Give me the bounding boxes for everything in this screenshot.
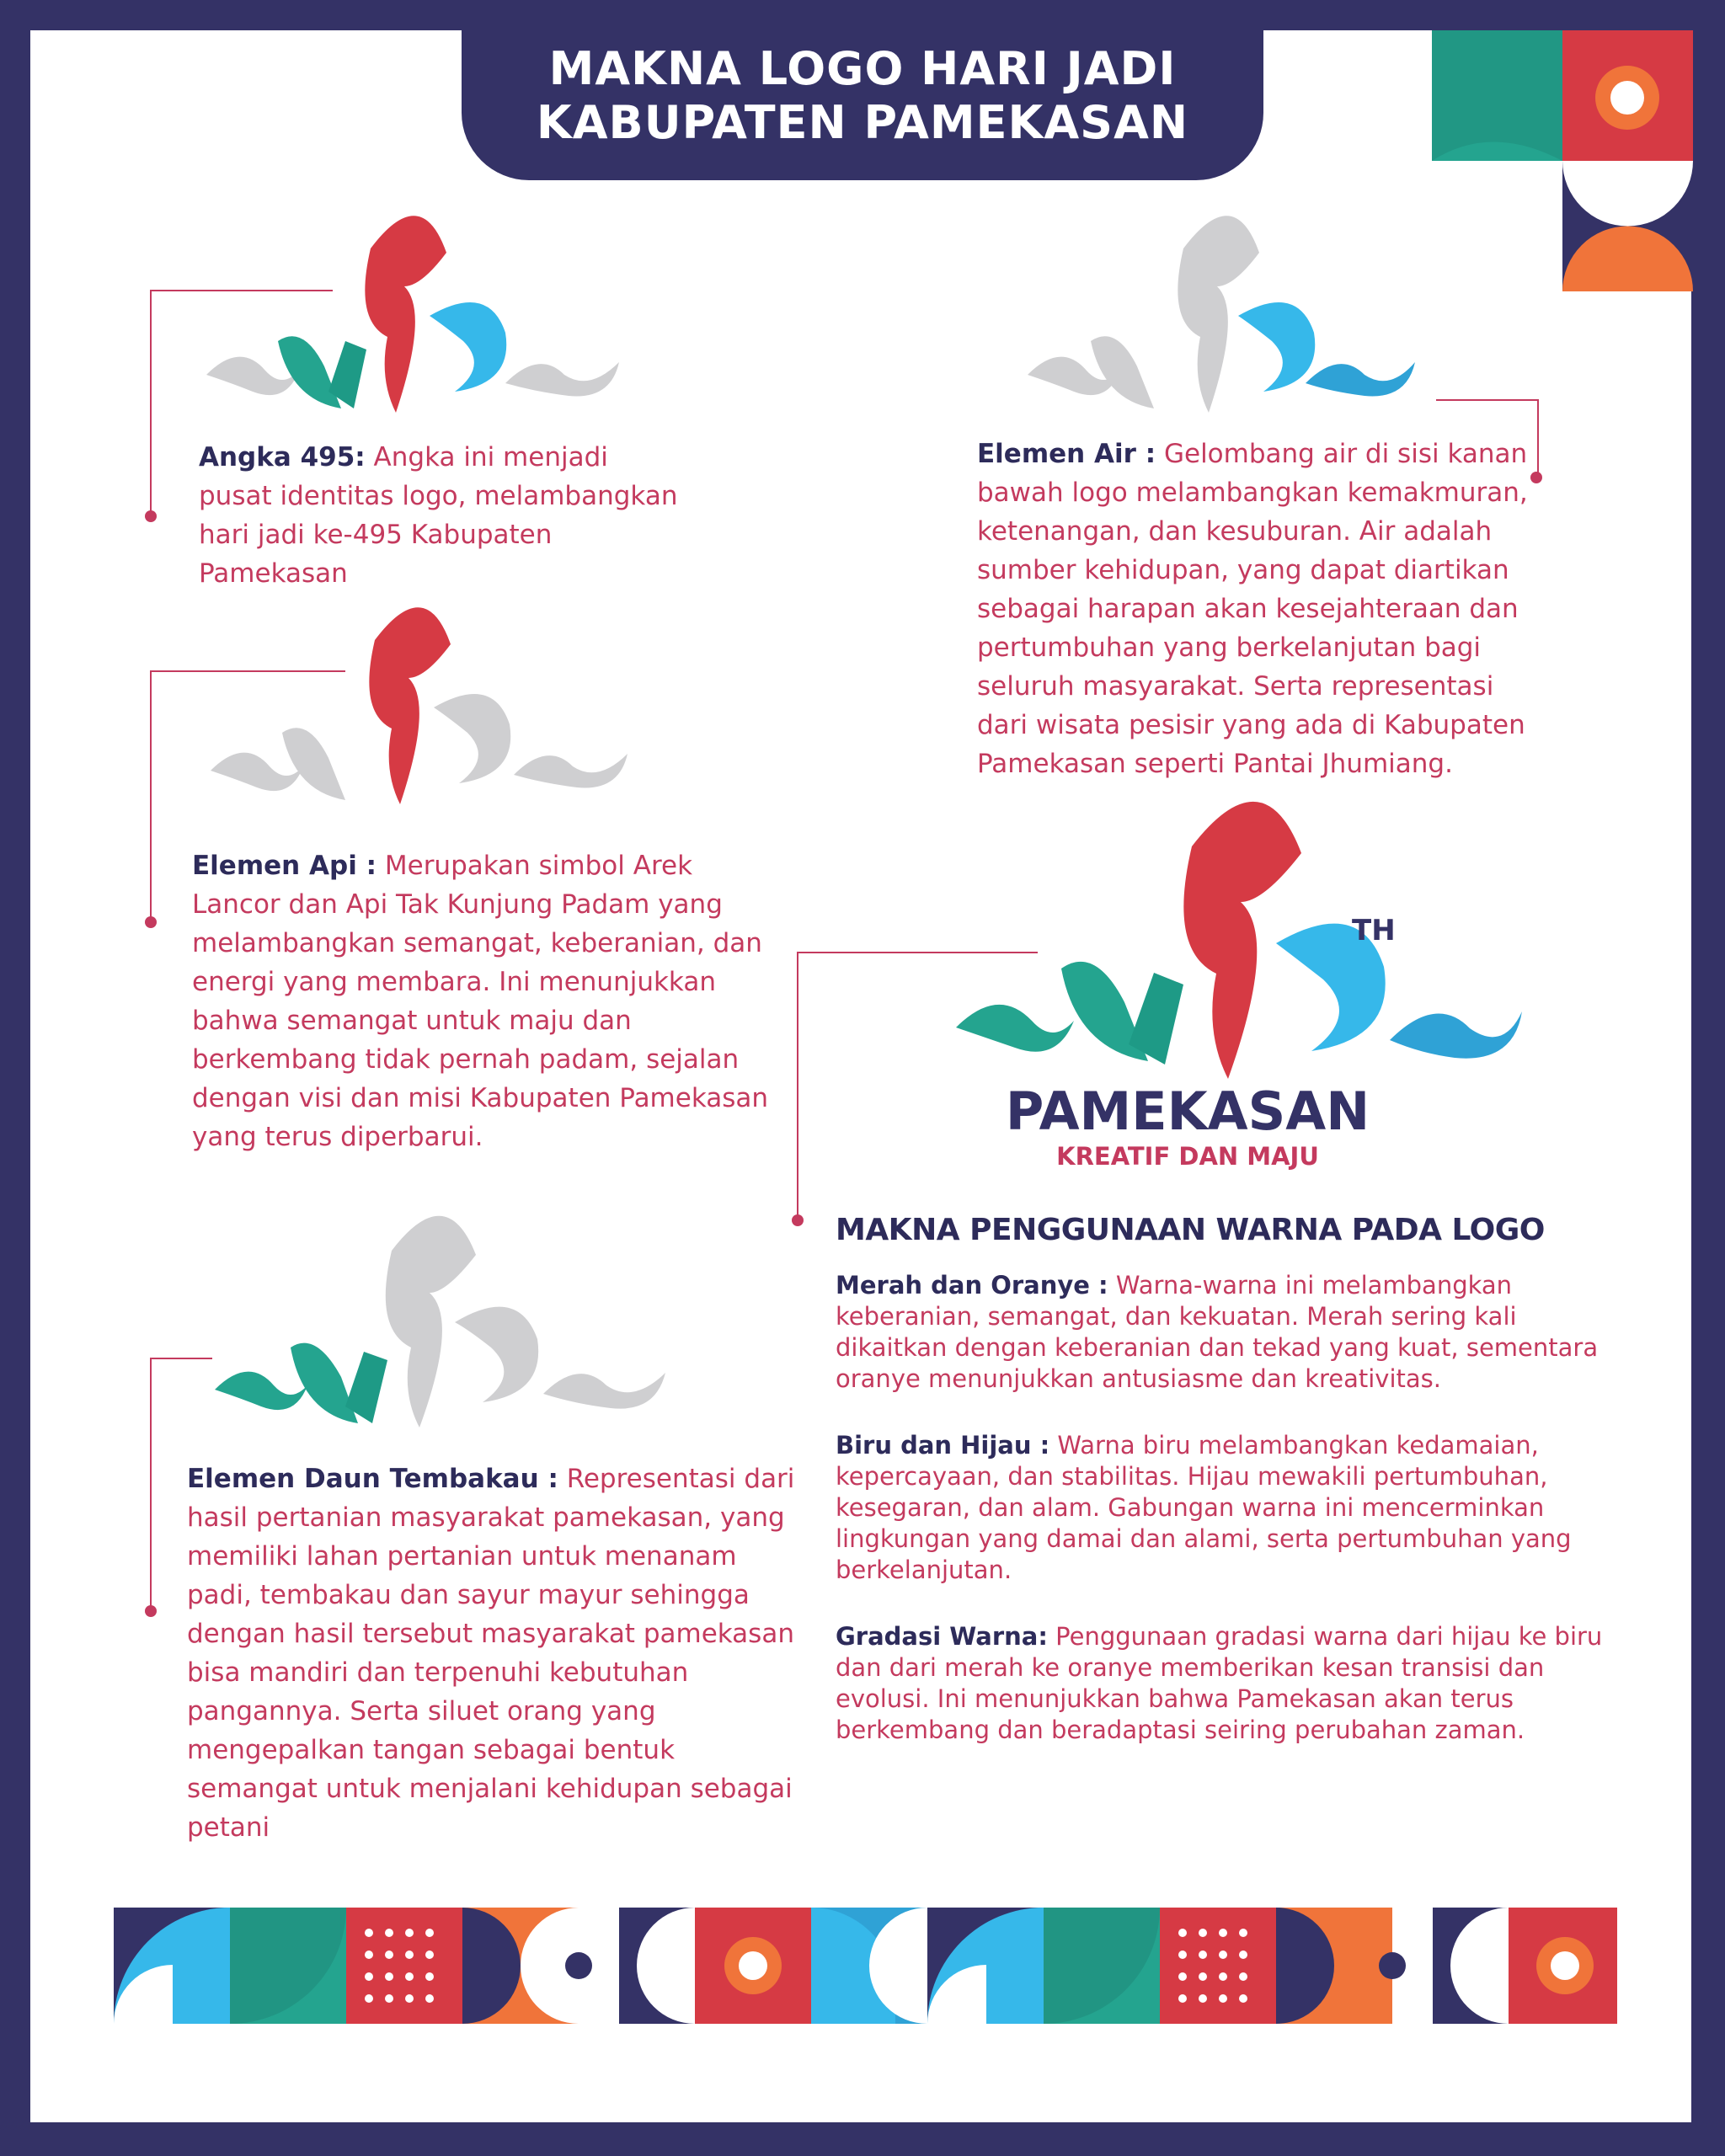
pattern-group-b [927,1908,1617,2024]
logo-digit-5 [434,694,510,783]
air-label: Elemen Air : [977,439,1156,469]
color-meaning-red-orange [836,1270,1610,1395]
logo-wave-right [514,754,628,788]
daun-description [187,1460,795,1847]
daun-text: Representasi dari hasil pertanian masyarakat pamekasan, yang memiliki lahan pertanian untuk menanam padi, tembakau dan sayur mayur sehingga dengan hasil tersebut masyarakat pamekasan bisa mandiri dan terpenuhi kebutuhan pangannya. Serta siluet orang yang mengepalkan tangan sebagai bentuk semangat untuk menjalani kehidupan sebagai petani [187,1464,795,1843]
daun-label: Elemen Daun Tembakau : [187,1464,558,1494]
air-text: Gelombang air di sisi kanan bawah logo melambangkan kemakmuran, ketenangan, dan kesuburan. Air adalah sumber kehidupan, yang dapat diartikan sebagai harapan akan kesejahteraan dan pertumbuhan yang berkelanjutan bagi seluruh masyarakat. Serta representasi dari wisata pesisir yang ada di Kabupaten Pamekasan seperti Pantai Jhumiang. [977,439,1528,779]
angka-text: Angka ini menjadi pusat identitas logo, melambangkan hari jadi ke-495 Kabupaten Pamekasan [199,442,678,589]
page-title: MAKNA LOGO HARI JADI KABUPATEN PAMEKASAN [536,42,1189,149]
connector-dot-daun [145,1605,157,1617]
blue-green-label: Biru dan Hijau : [836,1431,1050,1460]
air-description [977,435,1533,783]
connector-dot-api [145,916,157,928]
bottom-pattern [114,1908,1617,2024]
gradient-text: Penggunaan gradasi warna dari hijau ke biru dan dari merah ke oranye memberikan kesan transisi dan evolusi. Ini menunjukkan bahwa Pamekasan akan terus berkembang dan beradaptasi seiring perubahan zaman. [836,1622,1603,1744]
api-text: Merupakan simbol Arek Lancor dan Api Tak Kunjung Padam yang melambangkan semangat, keberanian, dan energi yang membara. Ini menunjukkan bahwa semangat untuk maju dan berkembang tidak pernah padam, sejalan dengan visi dan misi Kabupaten Pamekasan yang terus diperbarui. [192,851,769,1152]
logo-wave-right [505,362,619,397]
api-description [192,846,773,1156]
color-meaning-gradient [836,1621,1610,1746]
logo-digit-4 [1091,336,1154,408]
pattern-group-a [114,1908,927,2024]
color-meaning-heading: MAKNA PENGGUNAAN WARNA PADA LOGO [836,1213,1545,1247]
red-orange-text: Warna-warna ini melambangkan keberanian, semangat, dan kekuatan. Merah sering kali dikaitkan dengan keberanian dan tekad yang kuat, sementara oranye menunjukkan antusiasme dan kreativitas. [836,1271,1599,1393]
connector-dot-angka [145,510,157,522]
logo-digit-5 [1238,302,1315,392]
logo-elemen-air [1023,223,1419,425]
logo-digit-5 [455,1307,538,1402]
logo-digit-5 [430,302,506,392]
color-meaning-blue-green [836,1430,1610,1586]
angka-description [199,438,687,593]
deco-green-shade [1432,30,1562,161]
logo-wave-right [1390,1011,1522,1059]
gradient-label: Gradasi Warna: [836,1622,1048,1651]
deco-ring-hole [1610,81,1644,115]
angka-label: Angka 495: [199,442,366,472]
logo-digit-4 [291,1343,358,1423]
logo-tagline: KREATIF DAN MAJU [1056,1142,1319,1171]
logo-name: PAMEKASAN [1005,1081,1370,1142]
logo-wave-right [1306,362,1415,397]
connector-main [797,952,1038,1218]
logo-th-superscript: TH [1352,914,1396,947]
main-logo [952,800,1525,1086]
logo-wave-left [215,1372,307,1410]
logo-elemen-daun [211,1213,674,1440]
red-orange-label: Merah dan Oranye : [836,1271,1108,1299]
blue-green-text: Warna biru melambangkan kedamaian, kepercayaan, dan stabilitas. Hijau mewakili pertumbuhan, kesegaran, dan alam. Gabungan warna ini mencerminkan lingkungan yang damai dan alami, serta pertumbuhan yang berkelanjutan. [836,1431,1572,1584]
connector-dot-main [792,1214,804,1226]
corner-decoration [1432,30,1693,291]
api-label: Elemen Api : [192,851,377,881]
logo-wave-right [543,1373,665,1409]
